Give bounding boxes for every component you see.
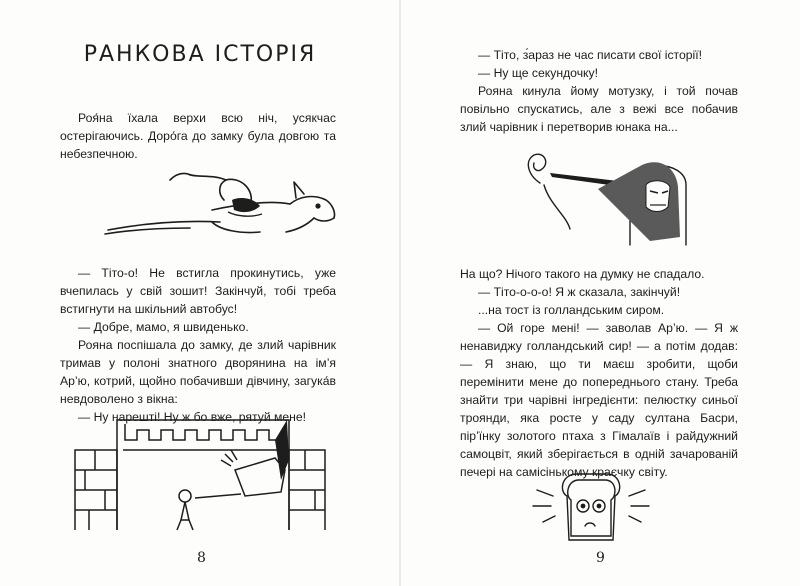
right-page xyxy=(400,0,800,586)
paragraph: — Ну нарешті! Ну ж бо вже, рятуй мене! xyxy=(78,410,307,424)
paragraph: Рояна поспішала до замку, де злий чарівник тримав у полоні знатного дворянина на ім’я Ар’ю, котрий, щойно побачивши дівчину, загука́в невдоволено з вікна: xyxy=(60,338,336,406)
paragraph: Роя́на їхала верхи всю ніч, усякчас остерігаючись. Доро́га до замку була довгою та небезпечною. xyxy=(60,111,336,161)
paragraph: На що? Нічого такого на думку не спадало. xyxy=(460,267,705,281)
chapter-title: РАНКОВА ІСТОРІЯ xyxy=(83,42,317,67)
right-text-bottom xyxy=(460,265,738,481)
paragraph: — Тіто-о! Не встигла прокинутись, уже вчепилась у свій зошит! Закінчуй, тобі треба встигнути на шкільний автобус! xyxy=(60,266,336,316)
paragraph: — Ну ще секундочку! xyxy=(478,66,598,80)
paragraph: — Тіто-о-о-о! Я ж сказала, закінчуй! xyxy=(478,285,681,299)
paragraph: — Добре, мамо, я швиденько. xyxy=(78,320,249,334)
left-text-top xyxy=(60,109,336,163)
wizard-illustration xyxy=(510,145,700,250)
paragraph: — Ой горе мені! — заволав Ар’ю. — Я ж ненавиджу голландський сир! — а потім додав: — Я знаю, що ти маєш зробити, щоби перемінити мене до попереднього стану. Треба знайти три чарівні інгредієнти: пелюстку синьої троянди, яка росте у саду султана Басри, пір’їнку золотого птаха з Гімалаїв і райдужний самоцвіт, який зберігається в одній зачарованій печері на самісінькому краєчку світу. xyxy=(460,321,738,479)
right-text-top xyxy=(460,46,738,136)
paragraph: Рояна кинула йому мотузку, і той почав повільно спускатись, але з вежі все побачив злий чарівник і перетворив юнака на... xyxy=(460,84,738,134)
paragraph: ...на тост із голландським сиром. xyxy=(478,303,665,317)
castle-tower-illustration xyxy=(75,420,325,540)
paragraph: — Тіто, з́араз не час писати свої історії! xyxy=(478,48,703,62)
page-number: 9 xyxy=(596,550,605,566)
toast-illustration xyxy=(525,470,655,542)
page-number: 8 xyxy=(197,550,206,566)
left-text-bottom xyxy=(60,264,336,426)
horse-rider-illustration xyxy=(100,170,340,250)
